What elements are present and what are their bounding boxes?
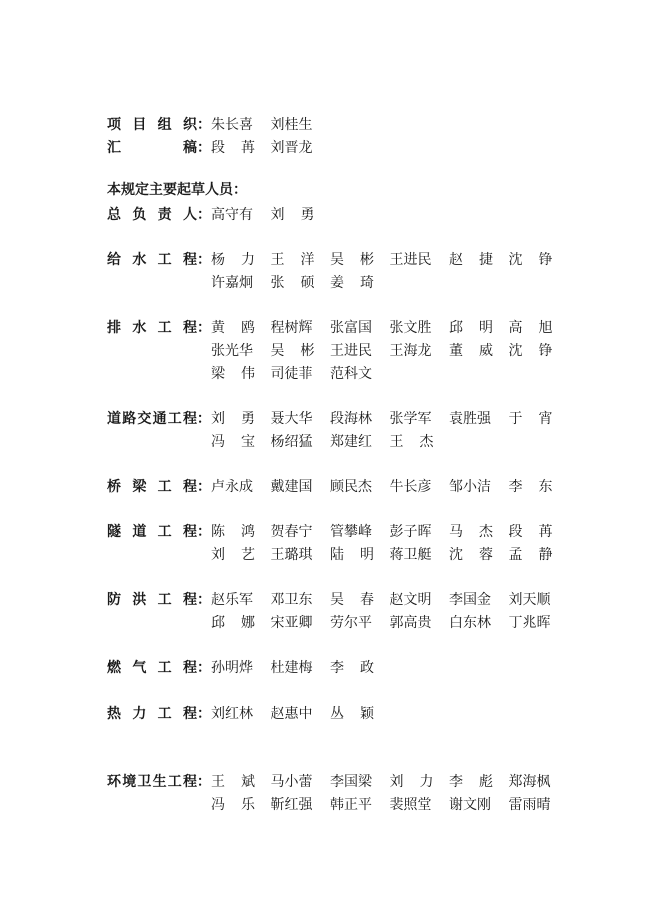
person-name: 丁兆晖: [508, 615, 551, 631]
person-name: 管攀峰: [330, 524, 372, 540]
person-name: 刘 力: [389, 774, 434, 790]
drafters-heading: 本规定主要起草人员：: [107, 182, 247, 198]
person-name: 吴 彬: [330, 252, 374, 268]
person-name: 王海龙: [389, 343, 432, 359]
person-name: 李国梁: [330, 774, 372, 790]
person-name: 马小蕾: [270, 774, 313, 790]
person-name: 王进民: [389, 252, 432, 268]
person-name: 邱 明: [449, 320, 493, 336]
person-name: 黄 鸥: [211, 320, 255, 336]
person-name: 宋亚卿: [270, 615, 313, 631]
person-name: 朱长喜: [211, 117, 253, 133]
person-name: 王进民: [330, 343, 372, 359]
person-name: 冯 乐: [211, 797, 255, 813]
person-name: 董 威: [449, 343, 493, 359]
person-name: 高守有: [211, 207, 253, 223]
section-label: 项 目 组 织：: [107, 117, 211, 133]
person-name: 张富国: [330, 320, 372, 336]
person-name: 劳尔平: [330, 615, 372, 631]
person-name: 戴建国: [270, 479, 313, 495]
person-name: 孙明烨: [211, 660, 253, 676]
person-name: 雷雨晴: [508, 797, 551, 813]
person-name: 杨 力: [211, 252, 255, 268]
section-label: 排 水 工 程：: [107, 320, 211, 336]
person-name: 彭子晖: [389, 524, 432, 540]
person-name: 杨绍猛: [270, 434, 313, 450]
person-name: 刘桂生: [270, 117, 313, 133]
person-name: 刘红林: [211, 706, 253, 722]
person-name: 范科文: [330, 366, 372, 382]
person-name: 蒋卫艇: [389, 547, 432, 563]
section-label: 环 境 卫 生 工 程：: [107, 774, 211, 790]
person-name: 郑海枫: [508, 774, 551, 790]
person-name: 刘天顺: [508, 592, 551, 608]
person-name: 李国金: [449, 592, 491, 608]
person-name: 赵文明: [389, 592, 432, 608]
person-name: 郭高贵: [389, 615, 432, 631]
section-label: 给 水 工 程：: [107, 252, 211, 268]
section-label: 总 负 责 人：: [107, 207, 211, 223]
person-name: 张光华: [211, 343, 253, 359]
person-name: 孟 静: [508, 547, 553, 563]
person-name: 杜建梅: [270, 660, 313, 676]
person-name: 梁 伟: [211, 366, 255, 382]
person-name: 张学军: [389, 411, 432, 427]
section-label: 汇 稿：: [107, 140, 211, 156]
person-name: 沈 铮: [508, 343, 553, 359]
person-name: 王 杰: [389, 434, 434, 450]
person-name: 邱 娜: [211, 615, 255, 631]
section-label: 防 洪 工 程：: [107, 592, 211, 608]
person-name: 李 东: [508, 479, 553, 495]
person-name: 韩正平: [330, 797, 372, 813]
person-name: 马 杰: [449, 524, 493, 540]
person-name: 刘 艺: [211, 547, 255, 563]
person-name: 裴照堂: [389, 797, 432, 813]
person-name: 沈 蓉: [449, 547, 493, 563]
person-name: 段 苒: [508, 524, 553, 540]
person-name: 沈 铮: [508, 252, 553, 268]
person-name: 于 宵: [508, 411, 553, 427]
person-name: 刘晋龙: [270, 140, 313, 156]
person-name: 李 彪: [449, 774, 493, 790]
person-name: 陈 鸿: [211, 524, 255, 540]
person-name: 高 旭: [508, 320, 553, 336]
person-name: 赵 捷: [449, 252, 493, 268]
person-name: 吴 彬: [270, 343, 315, 359]
person-name: 程树辉: [270, 320, 313, 336]
person-name: 陆 明: [330, 547, 374, 563]
person-name: 靳红强: [270, 797, 313, 813]
person-name: 吴 春: [330, 592, 374, 608]
person-name: 袁胜强: [449, 411, 491, 427]
section-label: 桥 梁 工 程：: [107, 479, 211, 495]
person-name: 刘 勇: [211, 411, 255, 427]
person-name: 王璐琪: [270, 547, 313, 563]
person-name: 赵乐军: [211, 592, 253, 608]
person-name: 张文胜: [389, 320, 432, 336]
person-name: 王 斌: [211, 774, 255, 790]
person-name: 刘 勇: [270, 207, 315, 223]
person-name: 聂大华: [270, 411, 313, 427]
section-label: 热 力 工 程：: [107, 706, 211, 722]
person-name: 司徒菲: [270, 366, 313, 382]
person-name: 郑建红: [330, 434, 372, 450]
person-name: 邓卫东: [270, 592, 313, 608]
person-name: 许嘉炯: [211, 275, 253, 291]
person-name: 李 政: [330, 660, 374, 676]
person-name: 邹小洁: [449, 479, 491, 495]
person-name: 段海林: [330, 411, 372, 427]
person-name: 贺春宁: [270, 524, 313, 540]
person-name: 段 苒: [211, 140, 255, 156]
person-name: 卢永成: [211, 479, 253, 495]
person-name: 丛 颖: [330, 706, 374, 722]
section-label: 隧 道 工 程：: [107, 524, 211, 540]
section-label: 道 路 交 通 工 程：: [107, 411, 211, 427]
person-name: 姜 琦: [330, 275, 374, 291]
section-label: 燃 气 工 程：: [107, 660, 211, 676]
person-name: 冯 宝: [211, 434, 255, 450]
person-name: 张 硕: [270, 275, 315, 291]
person-name: 顾民杰: [330, 479, 372, 495]
person-name: 谢文刚: [449, 797, 491, 813]
person-name: 牛长彦: [389, 479, 432, 495]
person-name: 白东林: [449, 615, 491, 631]
person-name: 赵惠中: [270, 706, 313, 722]
person-name: 王 洋: [270, 252, 315, 268]
